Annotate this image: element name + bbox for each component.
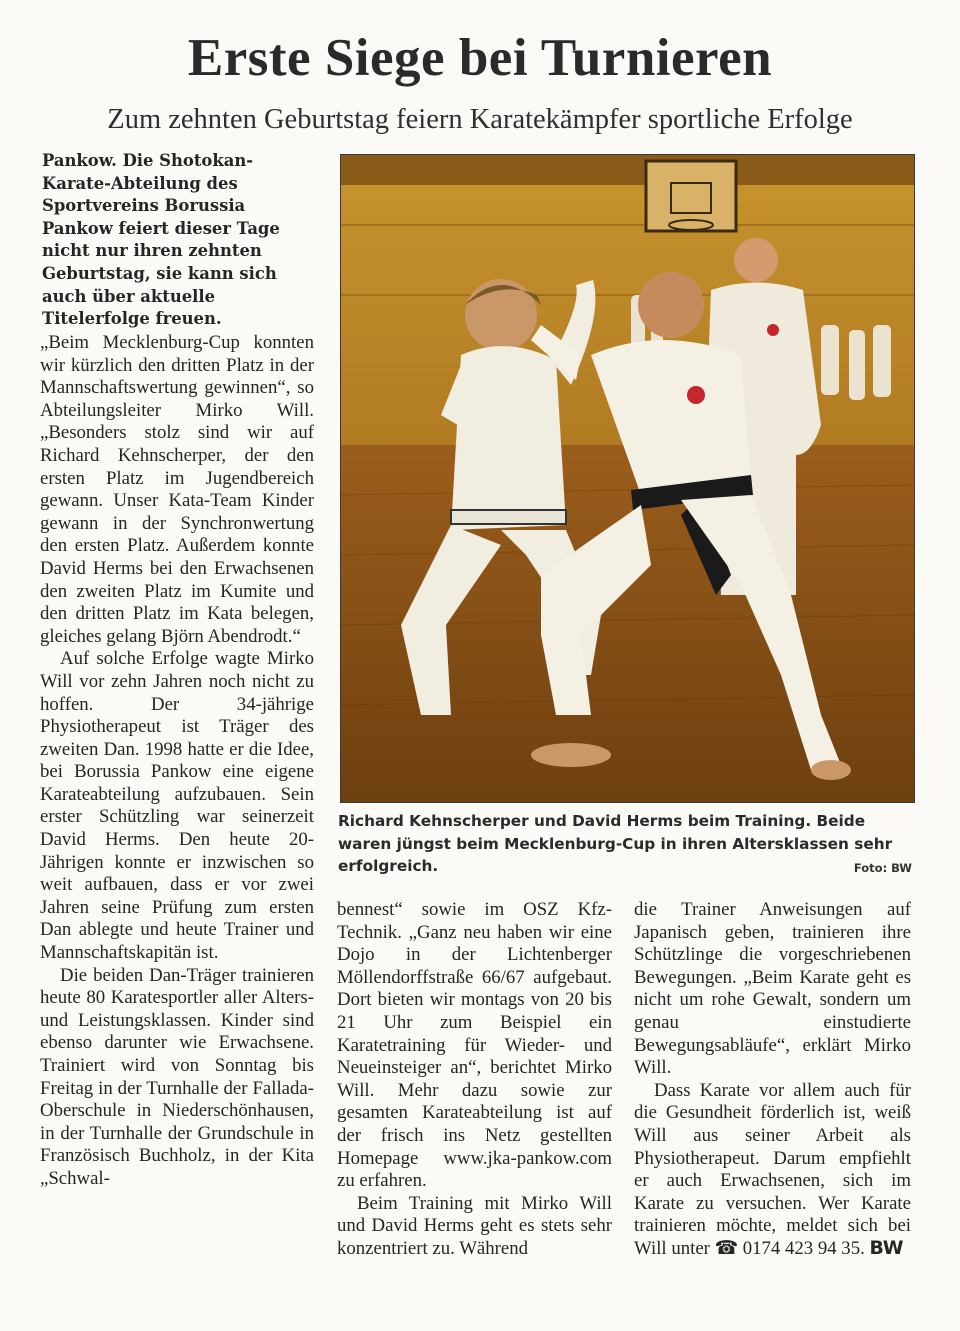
closing-text: Dass Karate vor allem auch für die Gesundheit förderlich ist, weiß Will aus seiner Arbeit als Physiotherapeut. Darum empfiehlt er auch Erwachsenen, sich im Karate zu versuchen. Wer Karate trainieren möchte, meldet sich bei Will unter ☎ 0174 423 94 35. (634, 1079, 911, 1259)
column-2 (337, 899, 612, 1261)
column-1 (40, 332, 314, 1191)
author-signature: BW (869, 1237, 904, 1259)
paragraph: „Beim Mecklenburg-Cup konnten wir kürzlich den dritten Platz in der Mannschaftswertung gewinnen“, so Abteilungsleiter Mirko Will. „Besonders stolz sind wir auf Richard Kehnscherper, der den ersten Platz im Jugendbereich gewann. Unser Kata-Team Kinder gewann in der Synchronwertung den ersten Platz. Außerdem konnte David Herms bei den Erwachsenen den zweiten Platz im Kumite und den dritten Platz im Kata belegen, gleiches gelang Björn Abendrodt.“ (40, 332, 314, 647)
karate-photo (340, 154, 915, 803)
paragraph: Die beiden Dan-Träger trainieren heute 80 Karatesportler aller Alters- und Leistungsklassen. Kinder sind ebenso darunter wie Erwachsene. Trainiert wird von Sonntag bis Freitag in der Turnhalle der Fallada-Oberschule in Niederschönhausen, in der Turnhalle der Grundschule in Französisch Buchholz, in der Kita „Schwal- (40, 964, 314, 1189)
lead-paragraph: Pankow. Die Shotokan-Karate-Abteilung des Sportvereins Borussia Pankow feiert dieser Tage nicht nur ihren zehnten Geburtstag, sie kann sich auch über aktuelle Titelerfolge freuen. (42, 151, 280, 329)
paragraph: Auf solche Erfolge wagte Mirko Will vor zehn Jahren noch nicht zu hoffen. Der 34-jährige Physiotherapeut ist Träger des zweiten Dan. 1998 hatte er die Idee, bei Borussia Pankow eine eigene Karateabteilung aufzubauen. Sein erster Schützling war seinerzeit David Herms. Den heute 20-Jährigen konnte er inzwischen so weit aufbauen, dass er vor zwei Jahren seine Prüfung zum ersten Dan ablegte und heute Trainer und Mannschaftskapitän ist. (40, 648, 314, 964)
headline: Erste Siege bei Turnieren (187, 29, 773, 87)
column-3 (634, 899, 911, 1261)
paragraph: die Trainer Anweisungen auf Japanisch geben, trainieren ihre Schützlinge die vorgeschriebenen Bewegungen. „Beim Karate geht es nicht um rohe Gewalt, sondern um genau einstudierte Bewegungsabläufe“, erklärt Mirko Will. (634, 899, 911, 1079)
paragraph: Beim Training mit Mirko Will und David Herms geht es stets sehr konzentriert zu. Während (337, 1192, 612, 1259)
paragraph (634, 1080, 911, 1261)
photo-caption: Richard Kehnscherper und David Herms beim Training. Beide waren jüngst beim Mecklenburg-Cup in ihren Altersklassen sehr erfolgreich. (338, 812, 893, 875)
photo-credit: Foto: BW (853, 861, 912, 875)
subheadline: Zum zehnten Geburtstag feiern Karatekämpfer sportliche Erfolge (107, 104, 853, 135)
paragraph: bennest“ sowie im OSZ Kfz-Technik. „Ganz neu haben wir eine Dojo in der Lichtenberger Möllendorffstraße 66/67 aufgebaut. Dort bieten wir montags von 20 bis 21 Uhr zum Beispiel ein Karatetraining für Wieder- und Neueinsteiger an“, berichtet Mirko Will. Mehr dazu sowie zur gesamten Karateabteilung ist auf der frisch ins Netz gestellten Homepage www.jka-pankow.com zu erfahren. (337, 899, 612, 1192)
